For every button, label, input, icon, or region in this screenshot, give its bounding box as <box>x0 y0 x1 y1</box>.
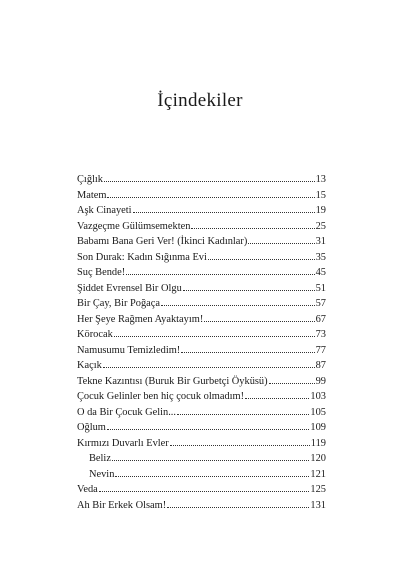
toc-entry <box>77 234 326 250</box>
dot-leader <box>181 344 314 353</box>
dot-leader <box>245 390 309 399</box>
entry-title: Kırmızı Duvarlı Evler <box>77 437 169 449</box>
dot-leader <box>161 297 315 306</box>
toc-entry <box>77 188 326 204</box>
entry-title: O da Bir Çocuk Gelin... <box>77 406 176 418</box>
page-number: 119 <box>310 437 326 449</box>
dot-leader <box>99 483 310 492</box>
dot-leader <box>104 173 315 182</box>
dot-leader <box>126 266 314 275</box>
page-number: 13 <box>315 174 326 185</box>
entry-title: Oğlum <box>77 422 106 433</box>
toc-entry <box>77 265 326 281</box>
toc-entry <box>77 358 326 374</box>
entry-title: Çığlık <box>77 174 103 185</box>
entry-title: Matem <box>77 189 107 201</box>
toc-entry <box>77 343 326 359</box>
dot-leader <box>208 251 315 260</box>
toc-entry <box>77 436 326 452</box>
page-number: 99 <box>315 375 326 387</box>
dot-leader <box>112 452 309 461</box>
page-number: 31 <box>315 236 326 247</box>
page-number: 25 <box>315 220 326 232</box>
toc-subentry <box>77 451 326 467</box>
dot-leader <box>107 421 310 430</box>
page-number: 35 <box>315 251 326 263</box>
entry-title: Nevin <box>89 468 115 480</box>
dot-leader <box>204 313 314 322</box>
entry-title: Veda <box>77 484 98 495</box>
dot-leader <box>170 437 310 446</box>
entry-title: Çocuk Gelinler ben hiç çocuk olmadım! <box>77 391 245 402</box>
page-number: 125 <box>310 484 326 495</box>
entry-title: Son Durak: Kadın Sığınma Evi <box>77 251 207 263</box>
entry-title: Namusumu Temizledim! <box>77 344 181 356</box>
entry-title: Tekne Kazıntısı (Buruk Bir Gurbetçi Öyküsü) <box>77 375 268 387</box>
page-number: 87 <box>315 360 326 371</box>
page-number: 19 <box>315 205 326 216</box>
toc-entry <box>77 374 326 390</box>
toc-entry <box>77 498 326 514</box>
dot-leader <box>115 468 309 477</box>
page-number: 131 <box>310 499 326 511</box>
page-number: 67 <box>315 313 326 325</box>
entry-title: Körocak <box>77 329 113 340</box>
toc-entry <box>77 219 326 235</box>
entry-title: Babamı Bana Geri Ver! (İkinci Kadınlar) <box>77 236 248 247</box>
page-number: 73 <box>315 329 326 340</box>
dot-leader <box>133 204 315 213</box>
entry-title: Aşk Cinayeti <box>77 205 132 216</box>
page-number: 105 <box>310 406 326 418</box>
toc-entry <box>77 482 326 498</box>
page-number: 121 <box>310 468 326 480</box>
toc-entry <box>77 312 326 328</box>
entry-title: Şiddet Evrensel Bir Olgu <box>77 282 182 294</box>
toc-subentry <box>77 467 326 483</box>
page-number: 57 <box>315 298 326 309</box>
dot-leader <box>107 189 314 198</box>
page-number: 77 <box>315 344 326 356</box>
dot-leader <box>191 220 314 229</box>
toc-entry <box>77 327 326 343</box>
entry-title: Her Şeye Rağmen Ayaktayım! <box>77 313 204 325</box>
entry-title: Kaçık <box>77 360 102 371</box>
page-number: 120 <box>310 453 326 464</box>
toc-entry <box>77 296 326 312</box>
entry-title: Ah Bir Erkek Olsam! <box>77 499 167 511</box>
toc-entry <box>77 405 326 421</box>
dot-leader <box>248 235 314 244</box>
dot-leader <box>167 499 309 508</box>
dot-leader <box>114 328 315 337</box>
entry-title: Beliz <box>89 453 111 464</box>
toc-entry <box>77 389 326 405</box>
entry-title: Suç Bende! <box>77 267 126 278</box>
dot-leader <box>177 406 309 415</box>
dot-leader <box>103 359 315 368</box>
toc-entry <box>77 250 326 266</box>
table-of-contents <box>77 172 326 513</box>
entry-title: Bir Çay, Bir Poğaça <box>77 298 161 309</box>
page-number: 51 <box>315 282 326 294</box>
page-title: İçindekiler <box>157 90 243 111</box>
page-number: 103 <box>310 391 326 402</box>
toc-entry <box>77 281 326 297</box>
entry-title: Vazgeçme Gülümsemekten <box>77 220 191 232</box>
page-number: 15 <box>315 189 326 201</box>
toc-entry <box>77 420 326 436</box>
dot-leader <box>269 375 315 384</box>
dot-leader <box>183 282 315 291</box>
page-number: 45 <box>315 267 326 278</box>
page-number: 109 <box>310 422 326 433</box>
toc-entry <box>77 172 326 188</box>
toc-entry <box>77 203 326 219</box>
